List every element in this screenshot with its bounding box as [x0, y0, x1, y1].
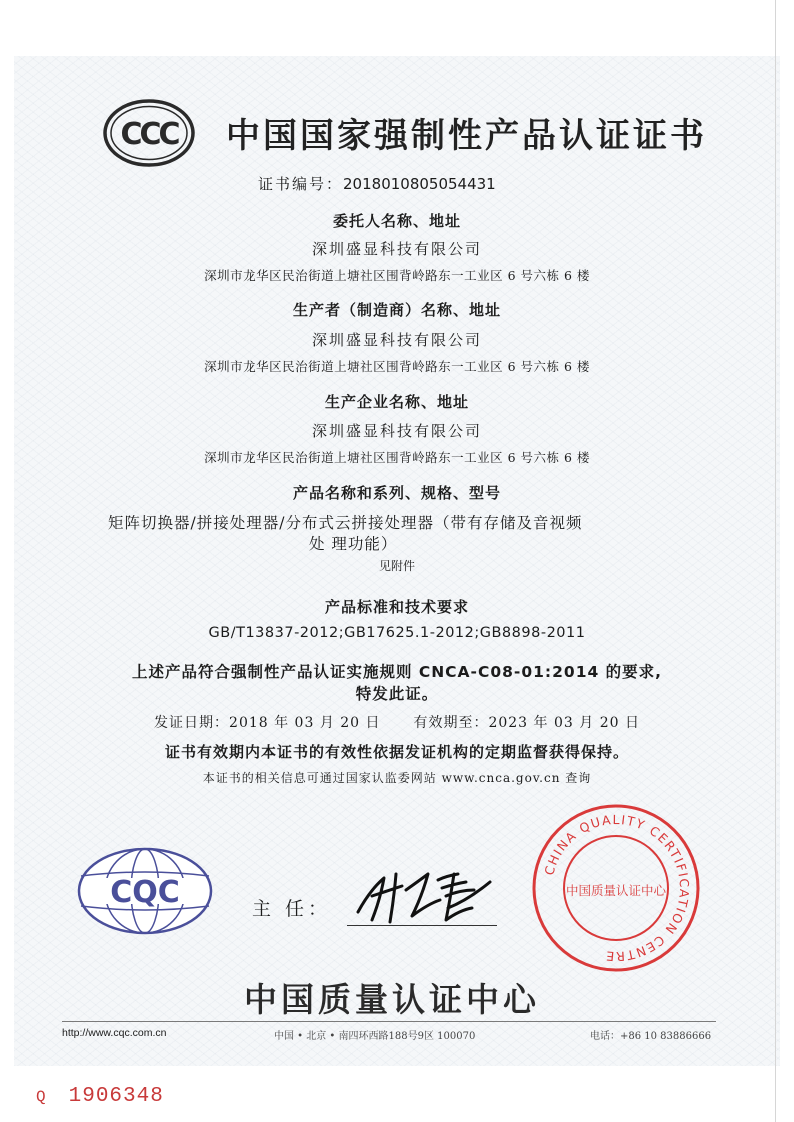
applicant-name: 深圳盛显科技有限公司 [311, 240, 482, 258]
factory-address: 深圳市龙华区民治街道上塘社区围背岭路东一工业区 6 号六栋 6 楼 [204, 450, 590, 465]
expiry-date: 2023 年 03 月 20 日 [488, 715, 640, 731]
ccc-logo [103, 99, 195, 167]
cqc-logo [76, 846, 214, 936]
footer-divider [62, 1021, 716, 1022]
validity-note: 证书有效期内本证书的有效性依据发证机构的定期监督获得保持。 [164, 743, 629, 761]
seal-inner-text: 中国质量认证中心 [565, 883, 667, 898]
conformity-statement-line-2: 特发此证。 [355, 685, 439, 703]
product-name-line-1: 矩阵切换器/拼接处理器/分布式云拼接处理器（带有存储及音视频 [108, 514, 583, 532]
conformity-statement-line-1: 上述产品符合强制性产品认证实施规则 CNCA-C08-01:2014 的要求, [131, 663, 663, 681]
serial-prefix: Q [36, 1088, 47, 1106]
seal-outer-text: CHINA QUALITY CERTIFICATION CENTRE [541, 811, 693, 965]
footer-address: 中国 • 北京 • 南四环西路188号9区 100070 [274, 1031, 476, 1042]
applicant-heading: 委托人名称、地址 [332, 212, 461, 230]
issuing-organization: 中国质量认证中心 [244, 980, 540, 1019]
factory-name: 深圳盛显科技有限公司 [311, 422, 482, 440]
product-heading: 产品名称和系列、规格、型号 [292, 484, 501, 502]
standards-value: GB/T13837-2012;GB17625.1-2012;GB8898-2011 [208, 625, 586, 641]
applicant-address: 深圳市龙华区民治街道上塘社区围背岭路东一工业区 6 号六栋 6 楼 [204, 268, 590, 283]
serial-value: 1906348 [68, 1085, 164, 1108]
footer-website[interactable]: http://www.cqc.com.cn [62, 1027, 167, 1039]
manufacturer-name: 深圳盛显科技有限公司 [311, 331, 482, 349]
director-label: 主 任： [252, 898, 332, 920]
certificate-title: 中国国家强制性产品认证证书 [226, 116, 707, 156]
manufacturer-heading: 生产者（制造商）名称、地址 [292, 301, 501, 319]
issue-date: 2018 年 03 月 20 日 [229, 715, 381, 731]
factory-heading: 生产企业名称、地址 [324, 393, 469, 411]
cqc-logo-text: CQC [110, 875, 180, 910]
director-signature [350, 860, 500, 930]
certificate-number [258, 173, 496, 194]
serial-number [36, 1085, 164, 1108]
ccc-logo-text: CCC [120, 117, 178, 152]
validity-dates [0, 712, 794, 732]
footer-phone: 电话：+86 10 83886666 [590, 1031, 712, 1042]
product-attachment: 见附件 [378, 559, 415, 573]
standards-heading: 产品标准和技术要求 [324, 598, 469, 616]
certificate-number-value: 2018010805054431 [343, 175, 496, 193]
inquiry-note: 本证书的相关信息可通过国家认监委网站 www.cnca.gov.cn 查询 [202, 771, 592, 785]
product-name-line-2: 处 理功能） [309, 535, 398, 553]
issue-date-label: 发证日期： [154, 715, 230, 731]
certificate-number-label: 证书编号： [258, 175, 344, 193]
expiry-date-label: 有效期至： [413, 715, 489, 731]
certification-seal [531, 803, 701, 973]
signature-line [347, 925, 497, 926]
manufacturer-address: 深圳市龙华区民治街道上塘社区围背岭路东一工业区 6 号六栋 6 楼 [204, 359, 590, 374]
